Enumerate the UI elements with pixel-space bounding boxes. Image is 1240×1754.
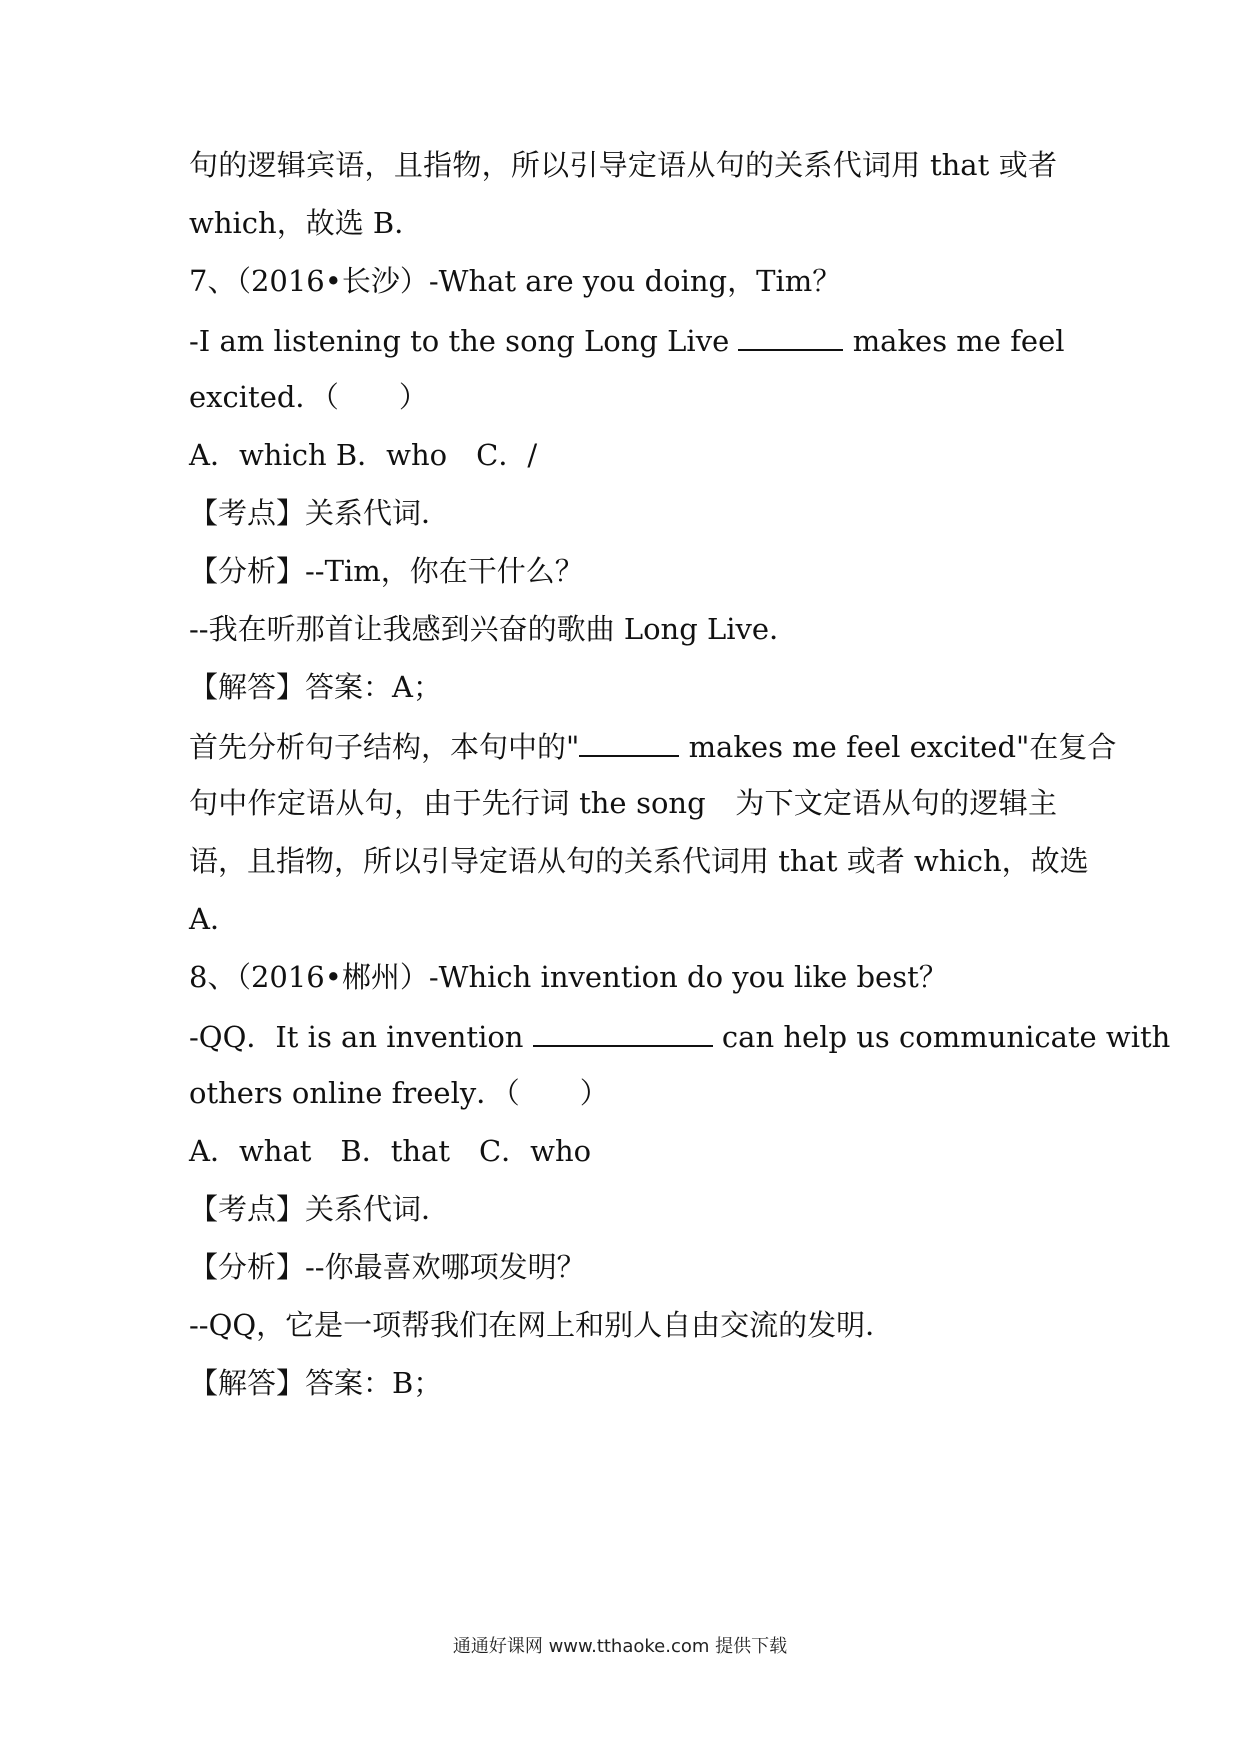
question-8-point: 【考点】关系代词． xyxy=(189,1192,451,1226)
text-segment: ） xyxy=(398,380,428,414)
question-7-analysis: 【分析】--Tim，你在干什么？ xyxy=(189,554,584,588)
answer-blank xyxy=(738,319,843,351)
question-7-title: 7、（2016•长沙）-What are you doing，Tim？ xyxy=(189,264,842,298)
question-8-answer: 【解答】答案：B； xyxy=(189,1366,443,1400)
text-segment: makes me feel excited"在复合 xyxy=(688,730,1117,764)
text-segment: -I am listening to the song Long Live xyxy=(189,324,730,358)
question-8-sentence-end xyxy=(189,1073,1057,1113)
text-segment: can help us communicate with xyxy=(721,1020,1171,1054)
text-line: which，故选 B． xyxy=(189,206,424,240)
text-segment: others online freely．（ xyxy=(189,1076,520,1110)
question-7-explanation: A． xyxy=(189,902,239,936)
question-7-explanation xyxy=(189,725,1117,767)
question-8-options: A．what B．that C．who xyxy=(189,1134,592,1168)
question-7-explanation: 句中作定语从句，由于先行词 the song 为下文定语从句的逻辑主 xyxy=(189,786,1057,820)
question-8-analysis: 【分析】--你最喜欢哪项发明？ xyxy=(189,1250,586,1284)
text-segment: excited．（ xyxy=(189,380,339,414)
text-segment: makes me feel xyxy=(852,324,1065,358)
question-7-point: 【考点】关系代词． xyxy=(189,496,451,530)
question-7-translation: --我在听那首让我感到兴奋的歌曲 Long Live． xyxy=(189,612,799,646)
question-7-sentence-end xyxy=(189,377,1057,417)
question-8-sentence xyxy=(189,1015,1171,1057)
question-7-explanation: 语，且指物，所以引导定语从句的关系代词用 that 或者 which，故选 xyxy=(189,844,1089,878)
question-8-translation: --QQ，它是一项帮我们在网上和别人自由交流的发明． xyxy=(189,1308,895,1342)
answer-blank xyxy=(579,725,679,757)
question-7-answer: 【解答】答案：A； xyxy=(189,670,442,704)
page-footer: 通通好课网 www.tthaoke.com 提供下载 xyxy=(452,1636,788,1657)
answer-blank xyxy=(533,1015,713,1047)
text-segment: -QQ．It is an invention xyxy=(189,1020,524,1054)
question-8-title: 8、（2016•郴州）-Which invention do you like best？ xyxy=(189,960,948,994)
question-7-sentence xyxy=(189,319,1065,361)
text-segment: ） xyxy=(579,1076,609,1110)
text-line: 句的逻辑宾语，且指物，所以引导定语从句的关系代词用 that 或者 xyxy=(189,148,1057,182)
text-segment: 首先分析句子结构，本句中的" xyxy=(189,730,580,764)
question-7-options: A．which B．who C．/ xyxy=(189,438,538,472)
